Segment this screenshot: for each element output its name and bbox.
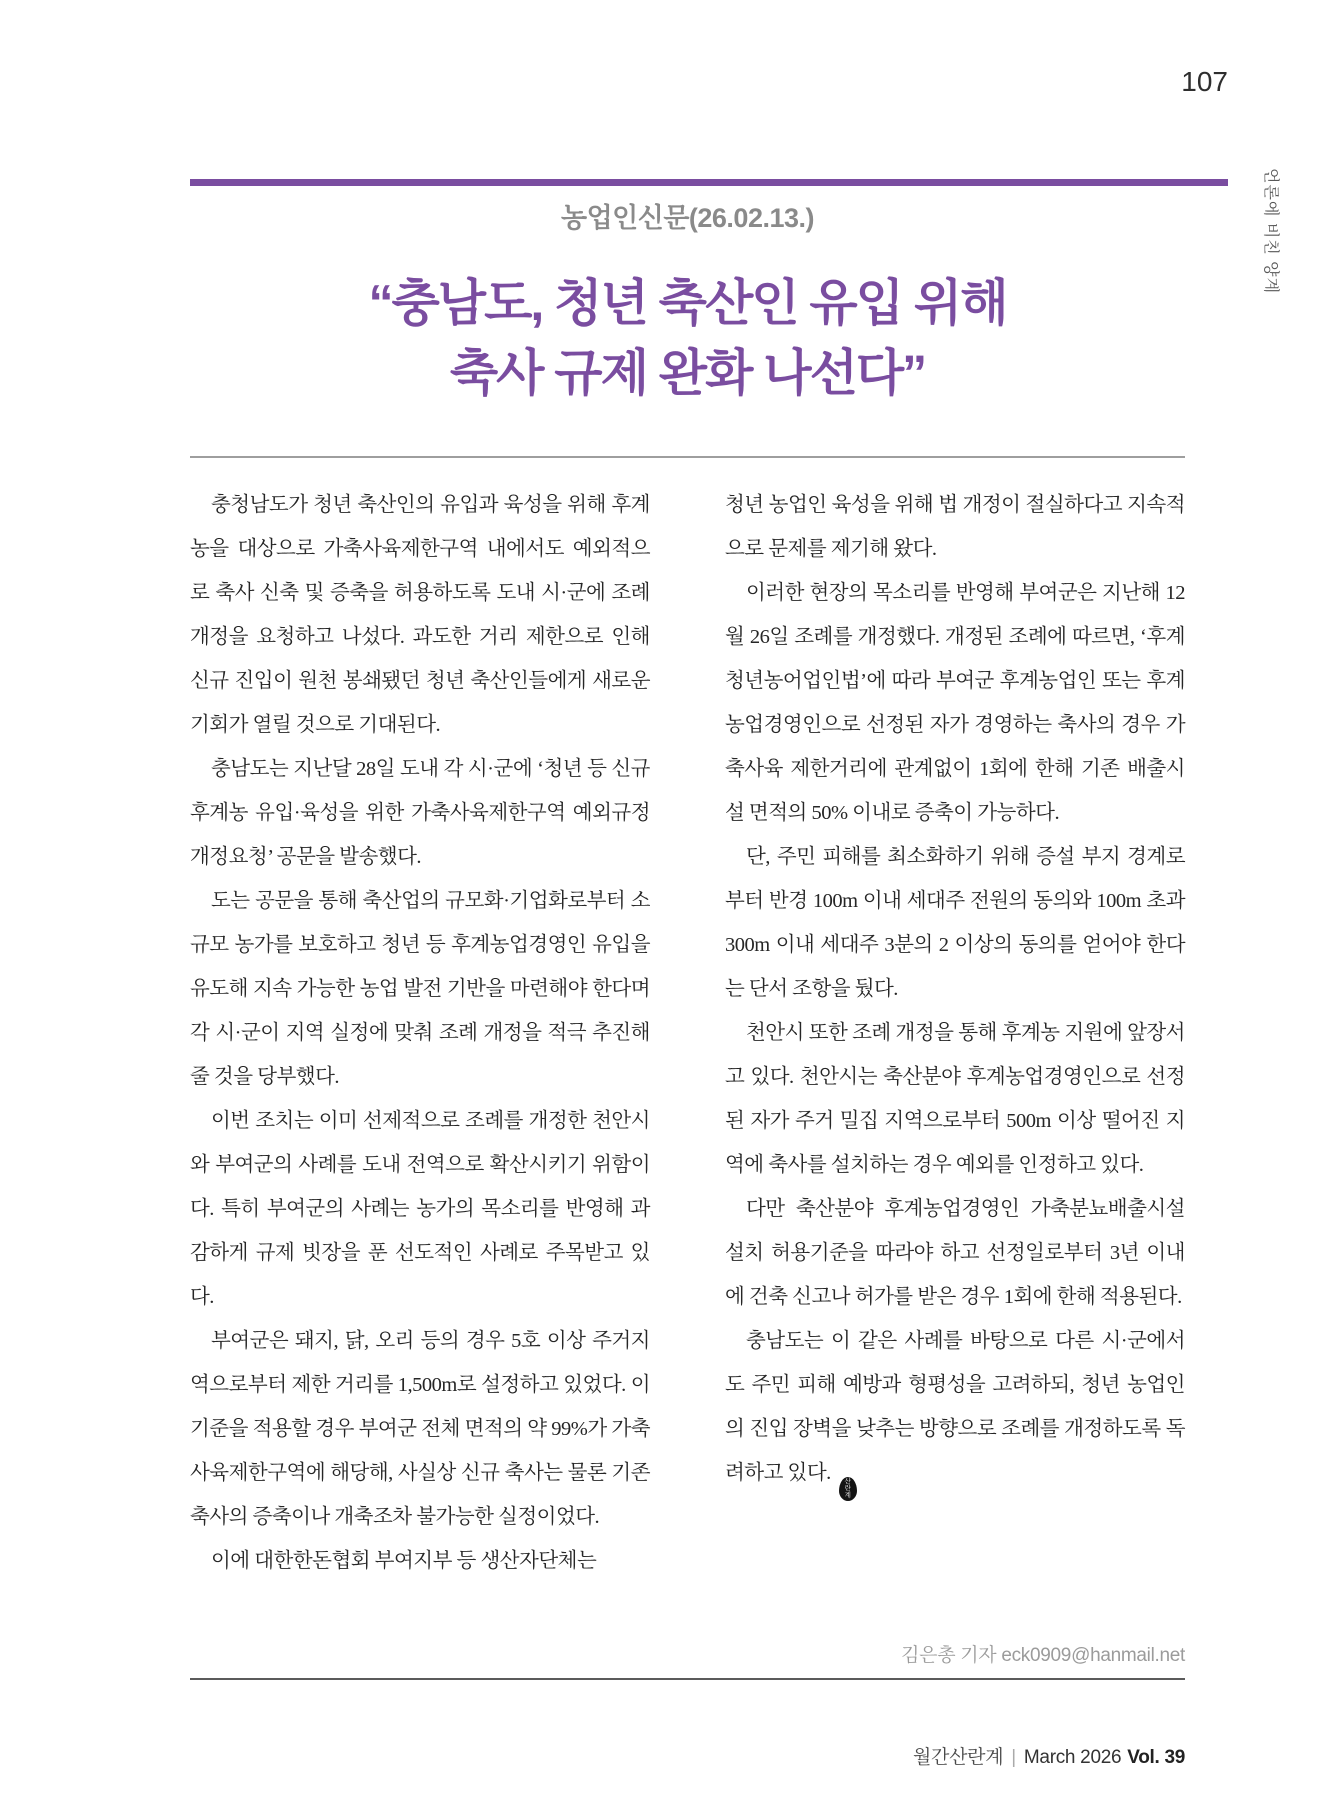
paragraph — [725, 1319, 1185, 1501]
article-title-line2: 축사 규제 완화 나선다” — [449, 344, 926, 401]
footer-divider-rule — [190, 1678, 1185, 1680]
page-number: 107 — [1181, 66, 1228, 97]
left-column — [190, 483, 650, 1583]
paragraph: 청년 농업인 육성을 위해 법 개정이 절실하다고 지속적으로 문제를 제기해 왔다. — [725, 494, 1185, 560]
paragraph: 단, 주민 피해를 최소화하기 위해 증설 부지 경계로부터 반경 100m 이내 세대주 전원의 동의와 100m 초과 300m 이내 세대주 3분의 2 이상의 동의를 얻어야 한다는 단서 조항을 뒀다. — [725, 846, 1185, 1000]
article-title-line1: “충남도, 청년 축산인 유입 위해 — [368, 274, 1007, 331]
footer-issue: March 2026 — [1023, 1747, 1122, 1768]
page-footer — [190, 1742, 1185, 1769]
paragraph: 이러한 현장의 목소리를 반영해 부여군은 지난해 12월 26일 조례를 개정했다. 개정된 조례에 따르면, ‘후계청년농어업인법’에 따라 부여군 후계농업인 또는 후계농업경영인으로 선정된 자가 경영하는 축사의 경우 가축사육 제한거리에 관계없이 1회에 한해 기존 배출시설 면적의 50% 이내로 증축이 가능하다. — [725, 582, 1185, 824]
paragraph-text: 충남도는 이 같은 사례를 바탕으로 다른 시·군에서도 주민 피해 예방과 형평성을 고려하되, 청년 농업인의 진입 장벽을 낮추는 방향으로 조례를 개정하도록 독려하고 있다. — [725, 1330, 1185, 1484]
footer-brand: 월간산란계 — [912, 1747, 1004, 1768]
paragraph: 이에 대한한돈협회 부여지부 등 생산자단체는 — [211, 1550, 597, 1572]
byline — [190, 1640, 1185, 1667]
title-divider-rule — [190, 456, 1185, 458]
paragraph: 충남도는 지난달 28일 도내 각 시·군에 ‘청년 등 신규 후계농 유입·육성을 위한 가축사육제한구역 예외규정 개정요청’ 공문을 발송했다. — [190, 758, 650, 868]
footer-separator: | — [1011, 1747, 1016, 1768]
reporter-name: 김은총 기자 — [901, 1645, 997, 1666]
egg-end-mark-icon — [839, 1477, 857, 1501]
paragraph: 이번 조치는 이미 선제적으로 조례를 개정한 천안시와 부여군의 사례를 도내 전역으로 확산시키기 위함이다. 특히 부여군의 사례는 농가의 목소리를 반영해 과감하게 규제 빗장을 푼 선도적인 사례로 주목받고 있다. — [190, 1110, 650, 1308]
paragraph: 천안시 또한 조례 개정을 통해 후계농 지원에 앞장서고 있다. 천안시는 축산분야 후계농업경영인으로 선정된 자가 주거 밀집 지역으로부터 500m 이상 떨어진 지역에 축사를 설치하는 경우 예외를 인정하고 있다. — [725, 1022, 1185, 1176]
paragraph: 다만 축산분야 후계농업경영인 가축분뇨배출시설 설치 허용기준을 따라야 하고 선정일로부터 3년 이내에 건축 신고나 허가를 받은 경우 1회에 한해 적용된다. — [725, 1198, 1185, 1308]
top-accent-rule — [190, 179, 1228, 186]
article-title — [120, 268, 1255, 408]
section-side-label: 언론에 비친 양계 — [1262, 168, 1279, 295]
article-source: 농업인신문(26.02.13.) — [561, 203, 814, 233]
article-body — [190, 483, 1185, 1583]
footer-volume: Vol. 39 — [1127, 1747, 1185, 1768]
egg-end-mark-text: 산란계 — [844, 1478, 851, 1499]
reporter-email: eck0909@hanmail.net — [1001, 1645, 1185, 1666]
right-column — [725, 483, 1185, 1583]
paragraph: 도는 공문을 통해 축산업의 규모화·기업화로부터 소규모 농가를 보호하고 청년 등 후계농업경영인 유입을 유도해 지속 가능한 농업 발전 기반을 마련해야 한다며 각 시·군이 지역 실정에 맞춰 조례 개정을 적극 추진해 줄 것을 당부했다. — [190, 890, 650, 1088]
paragraph: 부여군은 돼지, 닭, 오리 등의 경우 5호 이상 주거지역으로부터 제한 거리를 1,500m로 설정하고 있었다. 이 기준을 적용할 경우 부여군 전체 면적의 약 99%가 가축사육제한구역에 해당해, 사실상 신규 축사는 물론 기존 축사의 증축이나 개축조차 불가능한 실정이었다. — [190, 1330, 650, 1528]
paragraph: 충청남도가 청년 축산인의 유입과 육성을 위해 후계농을 대상으로 가축사육제한구역 내에서도 예외적으로 축사 신축 및 증축을 허용하도록 도내 시·군에 조례 개정을 요청하고 나섰다. 과도한 거리 제한으로 인해 신규 진입이 원천 봉쇄됐던 청년 축산인들에게 새로운 기회가 열릴 것으로 기대된다. — [190, 494, 650, 736]
